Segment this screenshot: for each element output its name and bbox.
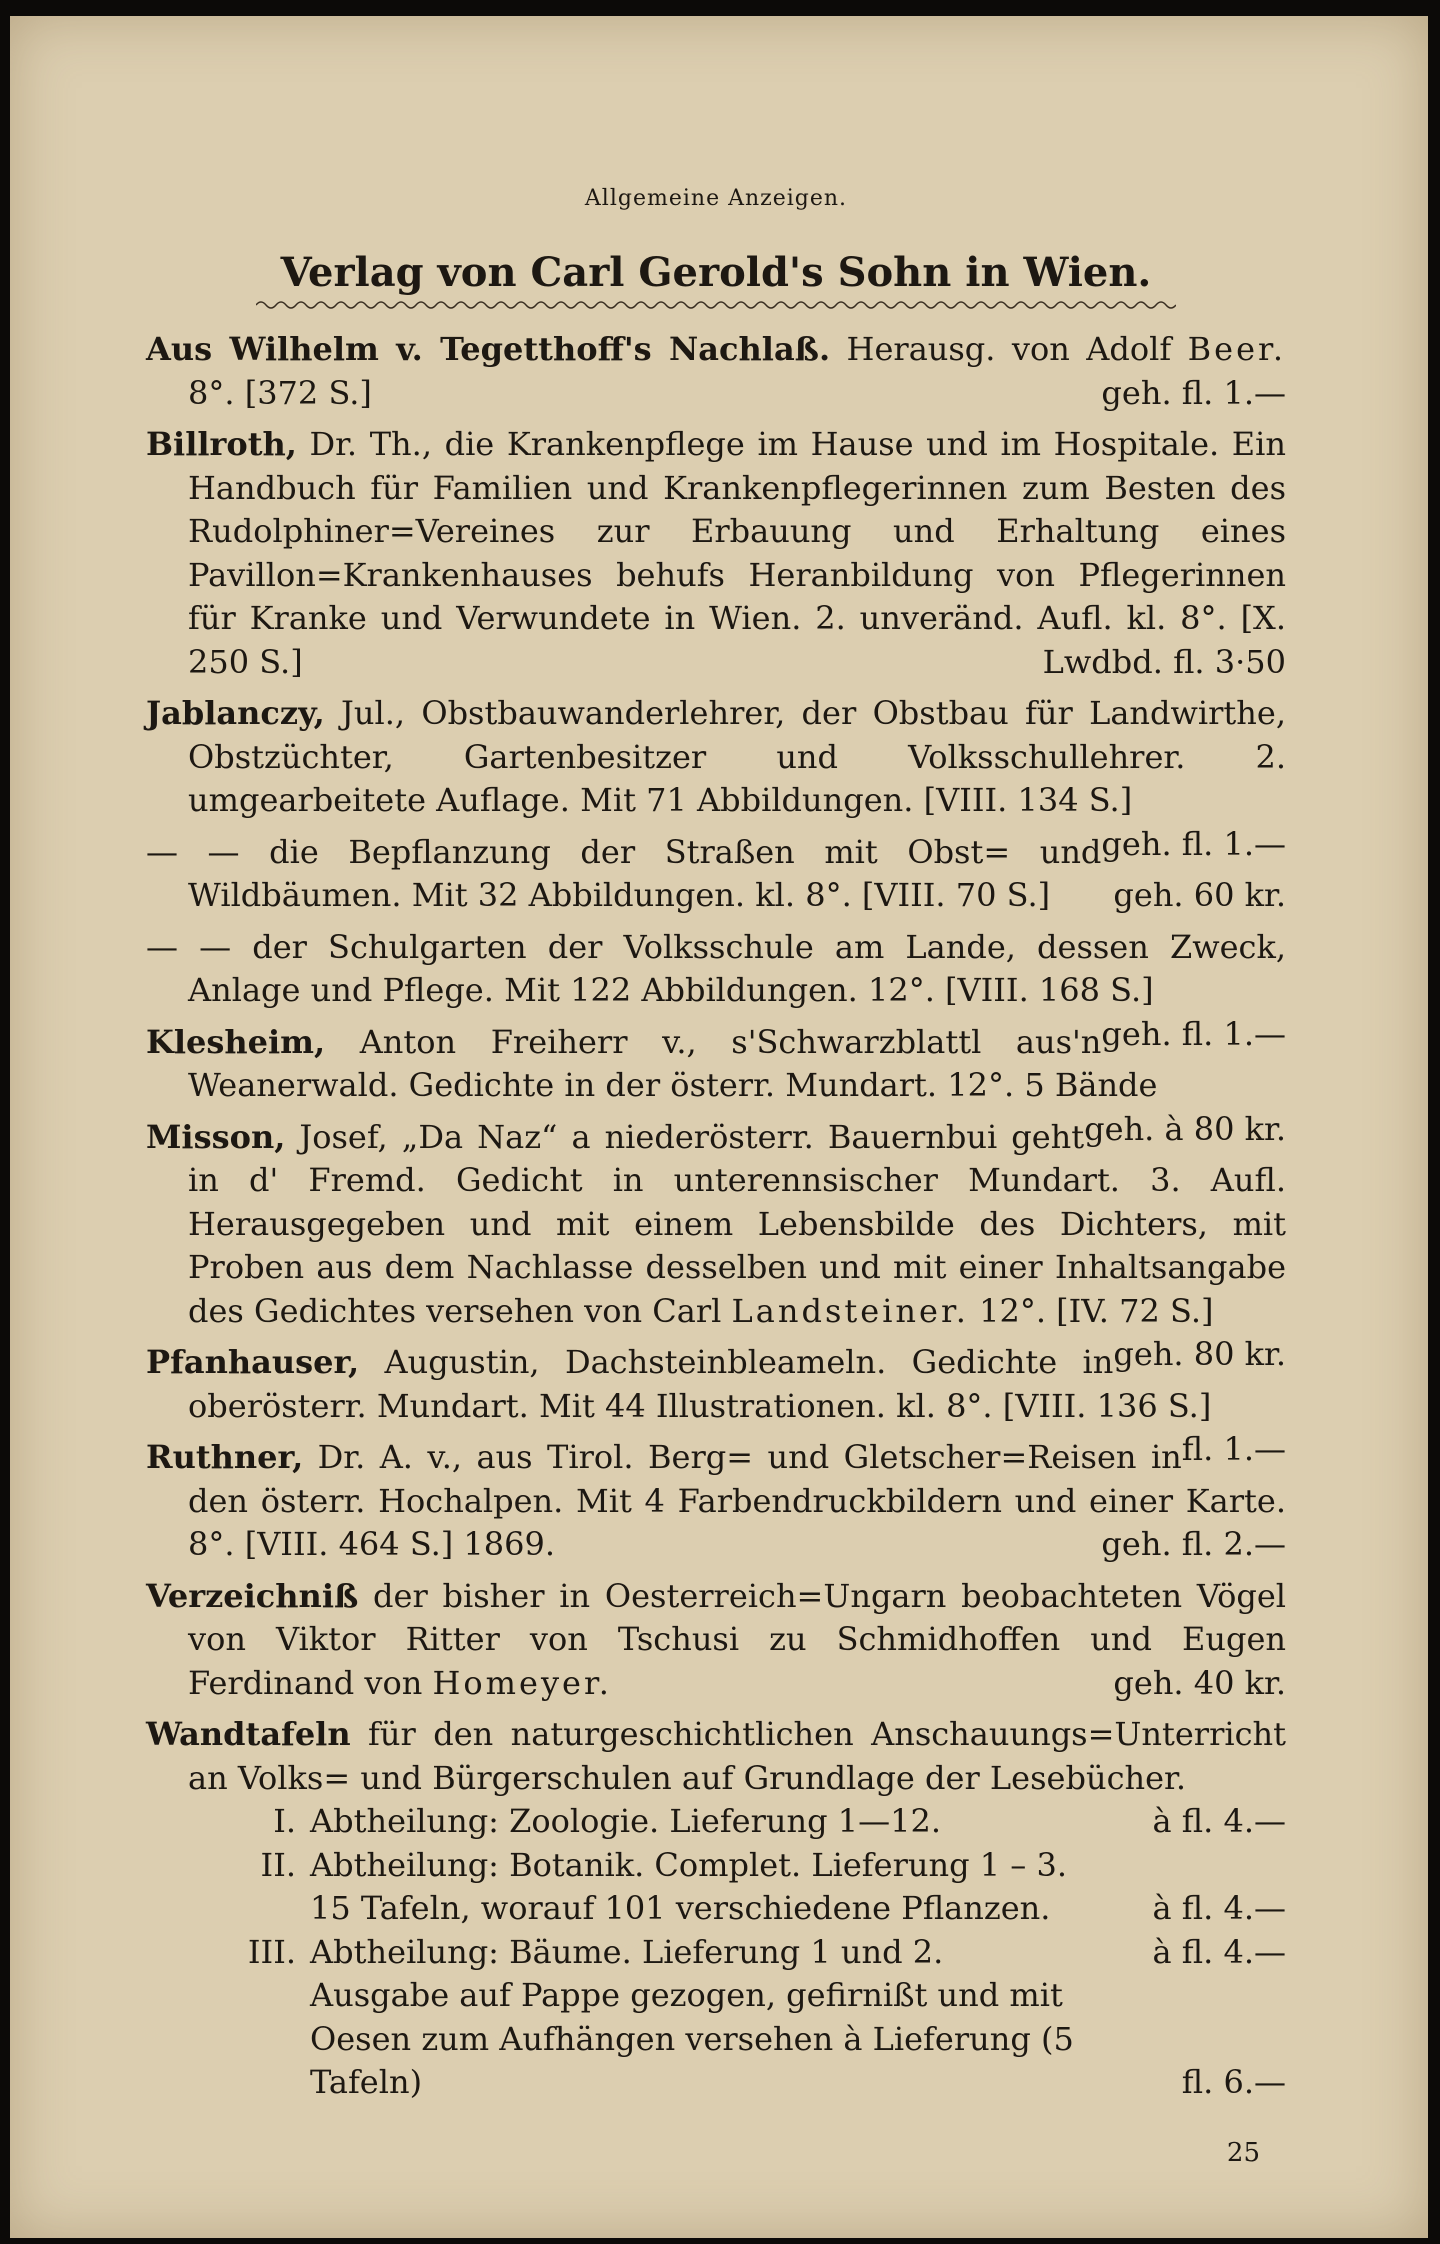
page-sheet: [10, 16, 1428, 2238]
entry-price: Lwdbd. fl. 3·50: [1042, 642, 1286, 681]
part-price: à fl. 4.—: [1152, 1802, 1286, 1840]
entry-price: geh. fl. 1.—: [1101, 373, 1286, 412]
entry-text: der bisher in Oesterreich=Ungarn beobachteten Vögel von Viktor Ritter von Tschusi zu Schmidhoffen und Eugen Ferdinand von: [188, 1576, 1286, 1702]
entry-spaced-name: Beer.: [1187, 330, 1286, 368]
entry-price: geh. fl. 2.—: [1101, 1525, 1286, 1563]
publisher-title: Verlag von Carl Gerold's Sohn in Wien.: [280, 249, 1152, 296]
entry-text: Josef, „Da Naz“ a niederösterr. Bauernbui geht in d' Fremd. Gedicht in unterennsischer Mundart. 3. Aufl. Herausgegeben und mit einem Lebensbilde des Dichters, mit Proben aus dem Nachlasse desselben und mit einer Inhaltsangabe des Gedichtes versehen von Carl: [188, 1117, 1286, 1330]
wandtafeln-part: [146, 1844, 1286, 1931]
ausgabe-price: fl. 6.—: [1181, 2063, 1286, 2101]
entry-dash: — —: [146, 832, 240, 871]
entry-author: Billroth,: [146, 425, 297, 463]
entry-author: Jablanczy,: [146, 694, 325, 732]
entry-author: Ruthner,: [146, 1438, 304, 1476]
catalog-entry: [146, 1436, 1286, 1567]
entry-price: geh. 40 kr.: [1113, 1663, 1286, 1702]
page-content: [146, 186, 1286, 2105]
part-number: III.: [247, 1932, 296, 1971]
wandtafeln-part: [146, 1931, 1286, 1975]
catalog-entry: [146, 1575, 1286, 1706]
entry-text: Jul., Obstbauwanderlehrer, der Obstbau für Landwirthe, Obstzüchter, Gartenbesitzer und Volksschullehrer. 2. umgearbeitete Auflage. Mit 71 Abbildungen. [VIII. 134 S.]: [188, 694, 1286, 819]
wandtafeln-part: [146, 1800, 1286, 1844]
entry-text-continued: 12°. [IV. 72 S.]: [968, 1291, 1214, 1330]
entry-price: geh. fl. 1.—: [1101, 1014, 1286, 1053]
part-text: Abtheilung: Zoologie. Lieferung 1—12.: [310, 1802, 942, 1840]
entry-price: geh. à 80 kr.: [1084, 1109, 1286, 1148]
part-price: à fl. 4.—: [1152, 1932, 1286, 1971]
entry-price: fl. 1.—: [1181, 1430, 1286, 1468]
part-text: Abtheilung: Bäume. Lieferung 1 und 2.: [310, 1932, 944, 1971]
entry-price: geh. 60 kr.: [1113, 876, 1286, 914]
part-text: Abtheilung: Botanik. Complet. Lieferung 1 – 3. 15 Tafeln, worauf 101 verschiedene Pflanzen.: [310, 1845, 1067, 1927]
entry-text: Augustin, Dachsteinbleameln. Gedichte in oberösterr. Mundart. Mit 44 Illustrationen. kl. 8°. [VIII. 136 S.]: [188, 1343, 1212, 1425]
entry-text: Herausg. von Adolf: [830, 330, 1188, 368]
part-number: I.: [273, 1802, 296, 1840]
entry-author: Pfanhauser,: [146, 1343, 360, 1381]
entry-spaced-name: Landsteiner.: [731, 1291, 969, 1330]
page-number: 25: [1226, 2138, 1260, 2168]
wandtafeln-ausgabe: [146, 1974, 1286, 2105]
entry-author: Verzeichniß: [146, 1576, 359, 1615]
part-number: II.: [260, 1845, 296, 1884]
catalog-entry: [146, 423, 1286, 684]
entry-text: die Bepflanzung der Straßen mit Obst= und Wildbäumen. Mit 32 Abbildungen. kl. 8°. [VIII. 70 S.]: [188, 832, 1102, 914]
entry-text: Dr. Th., die Krankenpflege im Hause und im Hospitale. Ein Handbuch für Familien und Krankenpflegerinnen zum Besten des Rudolphiner=Vereines zur Erbauung und Erhaltung eines Pavillon=Krankenhauses behufs Heranbildung von Pflegerinnen für Kranke und Verwundete in Wien. 2. unveränd. Aufl. kl. 8°. [X. 250 S.]: [188, 425, 1286, 681]
catalog-entry: [146, 692, 1286, 863]
part-price: à fl. 4.—: [1152, 1889, 1286, 1927]
entry-spaced-name: Homeyer.: [432, 1663, 612, 1702]
catalog-entry-wandtafeln: [146, 1713, 1286, 1800]
entry-author: Klesheim,: [146, 1022, 326, 1061]
wavy-rule: [256, 298, 1176, 312]
entry-text: Dr. A. v., aus Tirol. Berg= und Gletscher=Reisen in den österr. Hochalpen. Mit 4 Farbendruckbildern und einer Karte. 8°. [VIII. 464 S.] 1869.: [188, 1438, 1286, 1563]
entry-text: Anton Freiherr v., s'Schwarzblattl aus'n Weanerwald. Gedichte in der österr. Mundart. 12°. 5 Bände: [188, 1022, 1158, 1104]
ausgabe-text: Ausgabe auf Pappe gezogen, gefirnißt und mit Oesen zum Aufhängen versehen à Lieferung (5 Tafeln): [310, 1976, 1074, 2101]
entry-price: geh. 80 kr.: [1113, 1335, 1286, 1373]
catalog-entry: [146, 328, 1286, 415]
entry-text: der Schulgarten der Volksschule am Lande, dessen Zweck, Anlage und Pflege. Mit 122 Abbildungen. 12°. [VIII. 168 S.]: [188, 927, 1287, 1009]
entry-author: Aus Wilhelm v. Tegetthoff's Nachlaß.: [146, 330, 831, 368]
entry-text: für den naturgeschichtlichen Anschauungs=Unterricht an Volks= und Bürgerschulen auf Grundlage der Lesebücher.: [188, 1715, 1286, 1797]
entry-author: Misson,: [146, 1117, 286, 1156]
entry-price: geh. fl. 1.—: [1101, 824, 1286, 863]
running-header: Allgemeine Anzeigen.: [584, 186, 848, 211]
entry-dash: — —: [146, 927, 232, 966]
entry-author: Wandtafeln: [146, 1715, 351, 1753]
entry-text-continued: 8°. [372 S.]: [188, 373, 372, 412]
